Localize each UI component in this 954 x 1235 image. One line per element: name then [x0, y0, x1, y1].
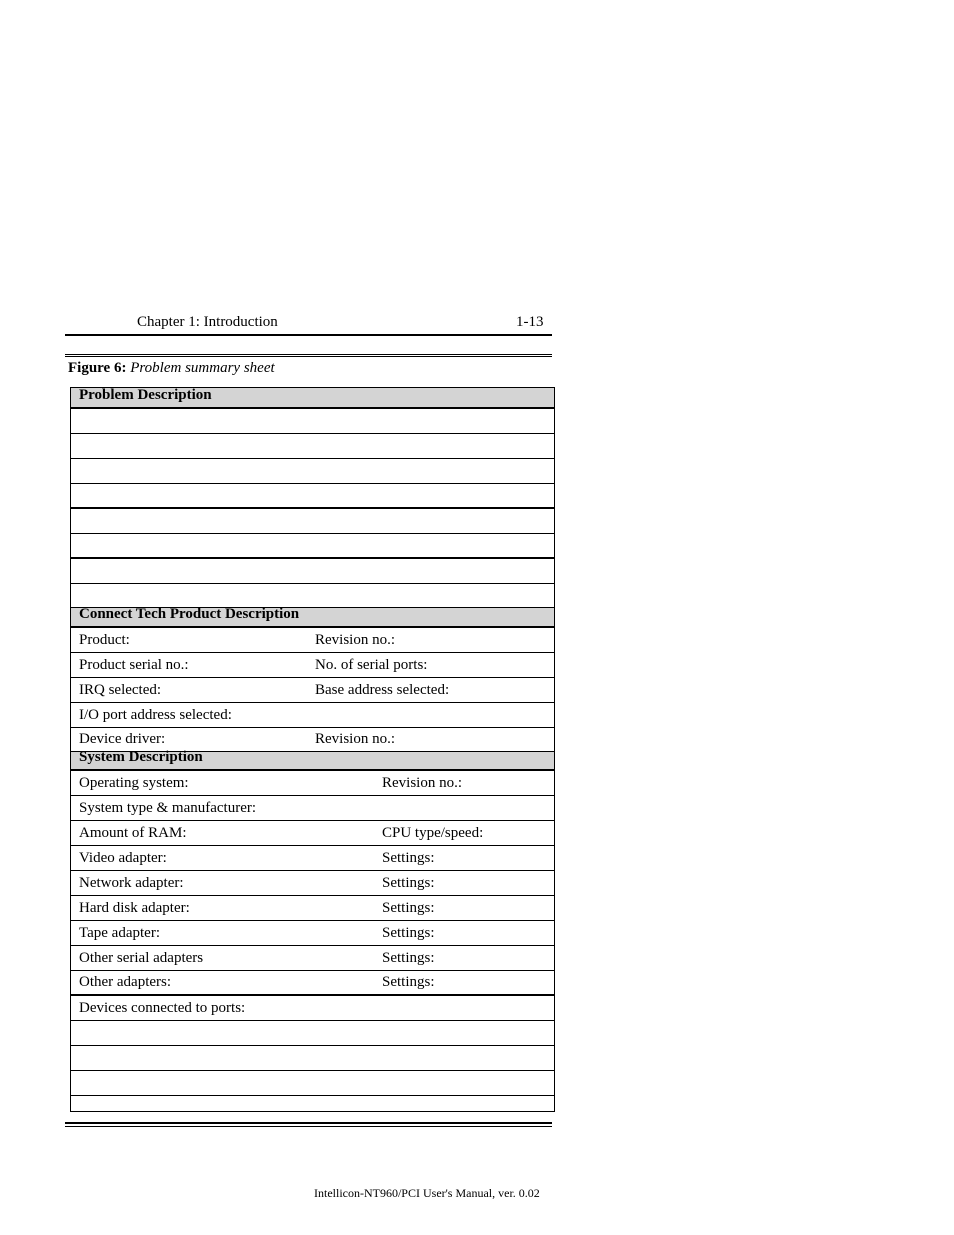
- problem-blank-line[interactable]: [71, 584, 554, 608]
- field-label: Device driver:: [79, 731, 166, 747]
- field-label: Video adapter:: [79, 850, 167, 866]
- system-field-row: [71, 871, 554, 896]
- field-label: Other adapters:: [79, 974, 172, 990]
- field-label-right: Settings:: [382, 900, 435, 916]
- field-label: Tape adapter:: [79, 925, 160, 941]
- product-field-row: [71, 653, 554, 678]
- figure-label: Figure 6:: [68, 360, 127, 376]
- field-label-right: CPU type/speed:: [382, 825, 484, 841]
- device-blank-line[interactable]: [71, 1046, 554, 1071]
- devices-connected-row: [71, 996, 554, 1021]
- product-field-row: [71, 678, 554, 703]
- field-label: Devices connected to ports:: [79, 1000, 246, 1016]
- field-label: Product:: [79, 632, 130, 648]
- problem-blank-line[interactable]: [71, 459, 554, 484]
- header-rule: [65, 334, 552, 336]
- system-field-row: [71, 796, 554, 821]
- field-label: Operating system:: [79, 775, 189, 791]
- product-field-row: [71, 728, 554, 751]
- field-label: Network adapter:: [79, 875, 184, 891]
- field-label: Other serial adapters: [79, 950, 204, 966]
- product-field-row: [71, 703, 554, 728]
- field-label-right: Revision no.:: [315, 632, 396, 648]
- device-blank-line[interactable]: [71, 1071, 554, 1096]
- system-field-row: [71, 846, 554, 871]
- field-label-right: No. of serial ports:: [315, 657, 428, 673]
- problem-blank-line[interactable]: [71, 534, 554, 559]
- problem-description-header: [71, 388, 554, 409]
- section-title: Problem Description: [79, 387, 212, 403]
- chapter-title: Chapter 1: Introduction: [137, 314, 278, 330]
- problem-blank-line[interactable]: [71, 434, 554, 459]
- figure-top-rule-2: [65, 356, 552, 357]
- field-label: Product serial no.:: [79, 657, 189, 673]
- figure-caption: [68, 360, 275, 377]
- system-field-row: [71, 771, 554, 796]
- problem-blank-line[interactable]: [71, 484, 554, 509]
- problem-blank-line[interactable]: [71, 409, 554, 434]
- problem-summary-form: [70, 387, 555, 1112]
- field-label-right: Revision no.:: [382, 775, 463, 791]
- device-blank-line[interactable]: [71, 1096, 554, 1119]
- system-description-header: [71, 751, 554, 771]
- field-label: Amount of RAM:: [79, 825, 187, 841]
- field-label-right: Base address selected:: [315, 682, 450, 698]
- field-label-right: Settings:: [382, 974, 435, 990]
- field-label: I/O port address selected:: [79, 707, 232, 723]
- field-label: IRQ selected:: [79, 682, 162, 698]
- figure-bottom-rule: [65, 1122, 552, 1124]
- problem-blank-line[interactable]: [71, 559, 554, 584]
- section-title: System Description: [79, 749, 203, 765]
- system-field-row: [71, 821, 554, 846]
- figure-bottom-rule-2: [65, 1126, 552, 1127]
- field-label: System type & manufacturer:: [79, 800, 257, 816]
- system-field-row: [71, 971, 554, 996]
- field-label-right: Settings:: [382, 925, 435, 941]
- system-field-row: [71, 921, 554, 946]
- problem-blank-line[interactable]: [71, 509, 554, 534]
- figure-top-rule: [65, 354, 552, 355]
- field-label-right: Settings:: [382, 950, 435, 966]
- figure-caption-text: Problem summary sheet: [130, 360, 275, 376]
- footer-text: Intellicon-NT960/PCI User's Manual, ver. 0.02: [314, 1186, 540, 1200]
- field-label: Hard disk adapter:: [79, 900, 190, 916]
- field-label-right: Revision no.:: [315, 731, 396, 747]
- device-blank-line[interactable]: [71, 1021, 554, 1046]
- system-field-row: [71, 896, 554, 921]
- page-number: 1-13: [516, 314, 544, 330]
- product-field-row: [71, 628, 554, 653]
- section-title: Connect Tech Product Description: [79, 606, 300, 622]
- product-description-header: [71, 608, 554, 628]
- field-label-right: Settings:: [382, 875, 435, 891]
- system-field-row: [71, 946, 554, 971]
- field-label-right: Settings:: [382, 850, 435, 866]
